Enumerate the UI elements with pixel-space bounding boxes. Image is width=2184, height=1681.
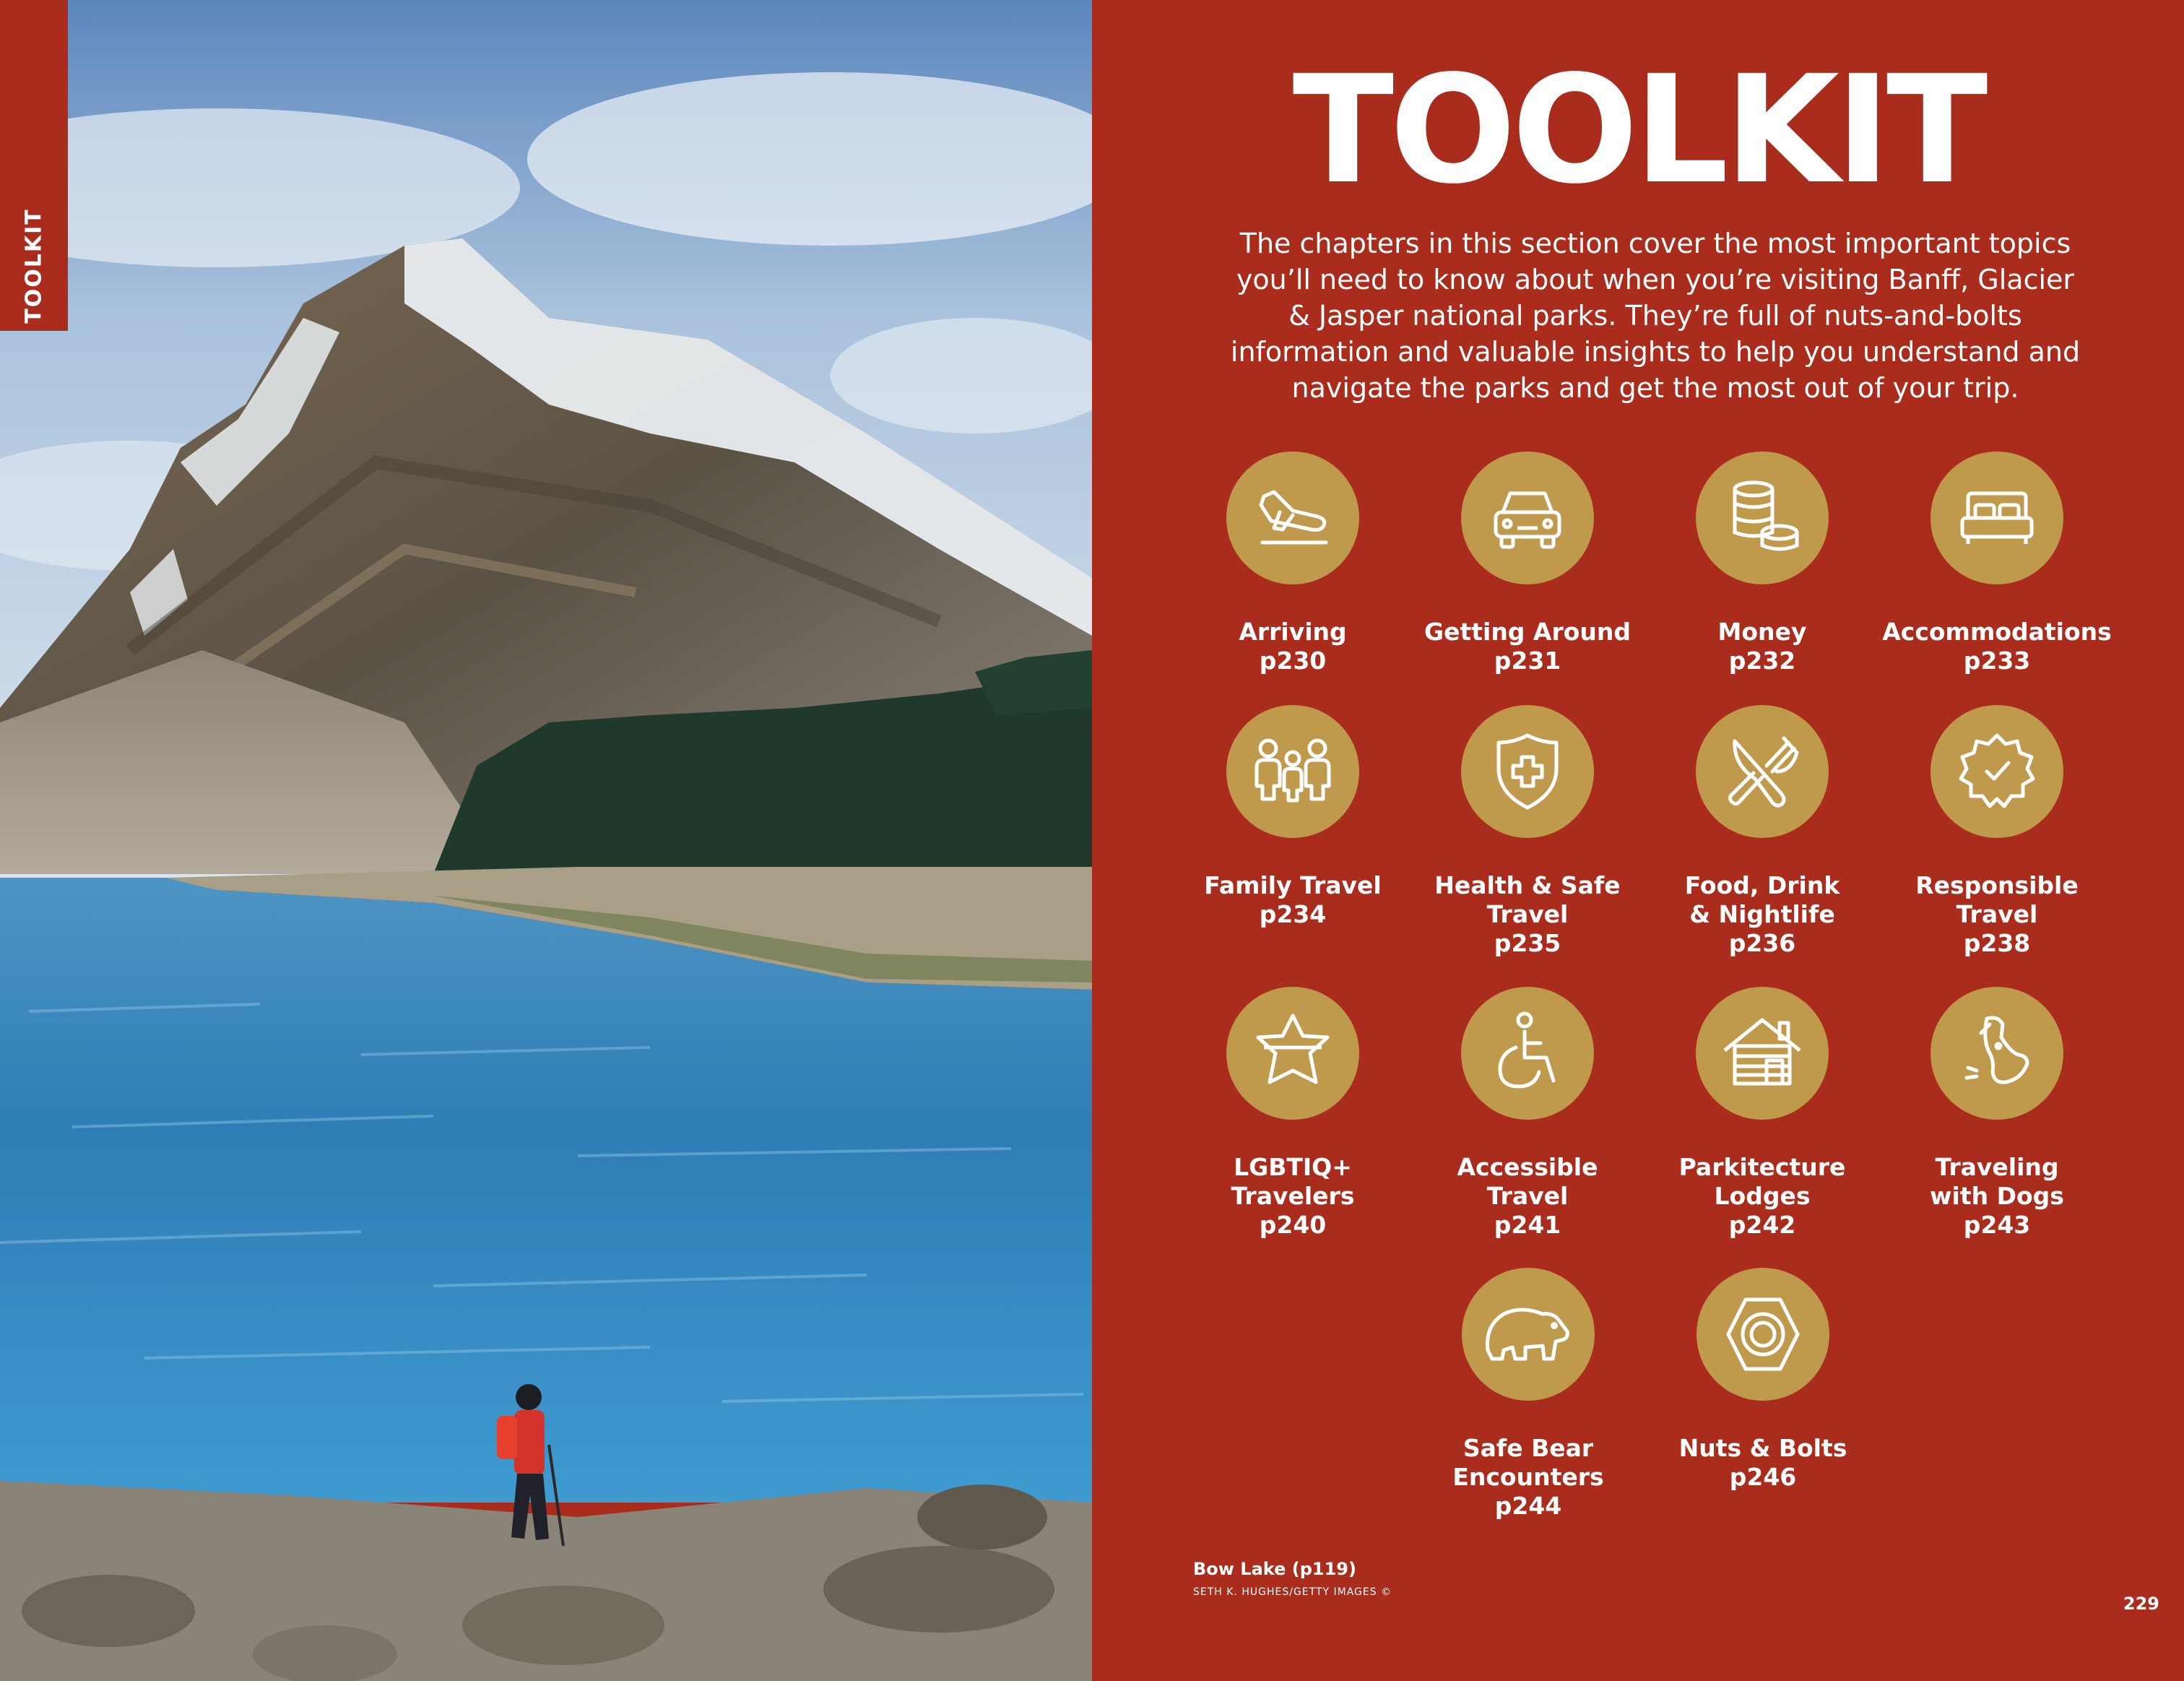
toolkit-item-page: p244 [1494,1492,1562,1520]
toolkit-item-label [1881,618,2112,675]
toolkit-item-name: Health & Safe Travel [1434,871,1621,928]
toolkit-item-name: Parkitecture Lodges [1678,1153,1846,1210]
toolkit-item-label [1412,871,1643,958]
fork-knife-icon [1712,721,1813,822]
toolkit-item-lgbtiq-travelers[interactable] [1177,987,1408,1240]
toolkit-item-label [1177,618,1408,675]
toolkit-item-name: Safe Bear Encounters [1452,1434,1604,1491]
icon-circle [1696,451,1829,584]
icon-circle [1461,705,1594,838]
toolkit-item-page: p233 [1963,647,2031,675]
toolkit-item-health-safe-travel[interactable] [1412,705,1643,958]
toolkit-item-page: p238 [1963,929,2031,957]
toolkit-item-family-travel[interactable] [1177,705,1408,929]
intro-paragraph: The chapters in this section cover the most important topics you’ll need to know about when you’re visiting Banff, Glacier & Jasper national parks. They’re full of nuts-and-bolts information and valuable insights to help you understand and navigate the parks and get the most out of your trip. [1230,228,2081,404]
toolkit-item-page: p241 [1494,1211,1561,1239]
toolkit-item-page: p236 [1728,929,1796,957]
toolkit-item-accommodations[interactable] [1881,451,2112,675]
toolkit-panel [1092,0,2184,1681]
toolkit-item-label [1881,1153,2112,1240]
photo-caption [1193,1559,1392,1598]
wheelchair-icon [1477,1003,1578,1104]
icon-circle [1930,987,2063,1120]
icon-circle [1226,987,1359,1120]
toolkit-item-safe-bear-encounters[interactable] [1413,1268,1644,1521]
page-title: TOOLKIT [1292,43,1984,217]
toolkit-item-page: p232 [1728,647,1796,675]
toolkit-item-responsible-travel[interactable] [1881,705,2112,958]
toolkit-item-accessible-travel[interactable] [1412,987,1643,1240]
toolkit-item-label [1412,1153,1643,1240]
toolkit-item-name: Getting Around [1424,618,1632,646]
hex-nut-icon [1712,1284,1814,1385]
toolkit-item-name: Responsible Travel [1915,871,2079,928]
toolkit-item-name: Arriving [1239,618,1347,646]
toolkit-item-label [1412,618,1643,675]
toolkit-item-label [1413,1434,1644,1521]
icon-circle [1461,451,1594,584]
toolkit-item-page: p243 [1963,1211,2031,1239]
cabin-icon [1712,1003,1813,1104]
icon-circle [1462,1268,1595,1401]
toolkit-item-traveling-with-dogs[interactable] [1881,987,2112,1240]
icon-circle [1696,705,1829,838]
toolkit-item-food-drink-nightlife[interactable] [1647,705,1878,958]
bed-icon [1946,467,2048,569]
toolkit-item-name: Family Travel [1204,871,1382,899]
page-number: 229 [2123,1594,2159,1614]
toolkit-item-money[interactable] [1647,451,1878,675]
toolkit-item-name: LGBTIQ+ Travelers [1231,1153,1355,1210]
toolkit-item-page: p246 [1729,1463,1797,1491]
toolkit-item-page: p235 [1494,929,1561,957]
icon-circle [1930,705,2063,838]
icon-circle [1696,1268,1829,1401]
star-icon [1242,1003,1343,1104]
toolkit-item-name: Accommodations [1882,618,2112,646]
shield-cross-icon [1477,721,1578,822]
toolkit-item-name: Accessible Travel [1457,1153,1598,1210]
badge-check-icon [1946,721,2048,822]
toolkit-item-arriving[interactable] [1177,451,1408,675]
toolkit-item-name: Money [1717,618,1807,646]
toolkit-item-label [1647,618,1878,675]
toolkit-item-label [1177,871,1408,929]
toolkit-item-parkitecture-lodges[interactable] [1647,987,1878,1240]
toolkit-item-page: p242 [1728,1211,1796,1239]
section-tab [0,0,68,331]
toolkit-item-name: Nuts & Bolts [1678,1434,1847,1462]
toolkit-item-page: p231 [1494,647,1561,675]
coins-icon [1712,467,1813,569]
icon-circle [1226,451,1359,584]
toolkit-item-label [1647,1434,1878,1492]
toolkit-item-label [1881,871,2112,958]
toolkit-item-label [1177,1153,1408,1240]
toolkit-item-page: p240 [1259,1211,1327,1239]
toolkit-item-page: p230 [1259,647,1327,675]
section-tab-label: TOOLKIT [21,208,47,324]
toolkit-item-page: p234 [1259,900,1327,928]
toolkit-item-name: Traveling with Dogs [1930,1153,2064,1210]
car-icon [1477,467,1578,569]
icon-circle [1226,705,1359,838]
toolkit-item-name: Food, Drink & Nightlife [1684,871,1840,928]
toolkit-item-getting-around[interactable] [1412,451,1643,675]
airplane-landing-icon [1242,467,1343,569]
dog-icon [1946,1003,2048,1104]
icon-circle [1930,451,2063,584]
toolkit-item-nuts-bolts[interactable] [1647,1268,1878,1492]
caption-credit: SETH K. HUGHES/GETTY IMAGES © [1193,1586,1392,1598]
caption-title: Bow Lake (p119) [1193,1559,1356,1579]
icon-circle [1696,987,1829,1120]
family-icon [1242,721,1343,822]
toolkit-item-label [1647,871,1878,958]
icon-circle [1461,987,1594,1120]
bear-icon [1478,1284,1579,1385]
toolkit-item-label [1647,1153,1878,1240]
